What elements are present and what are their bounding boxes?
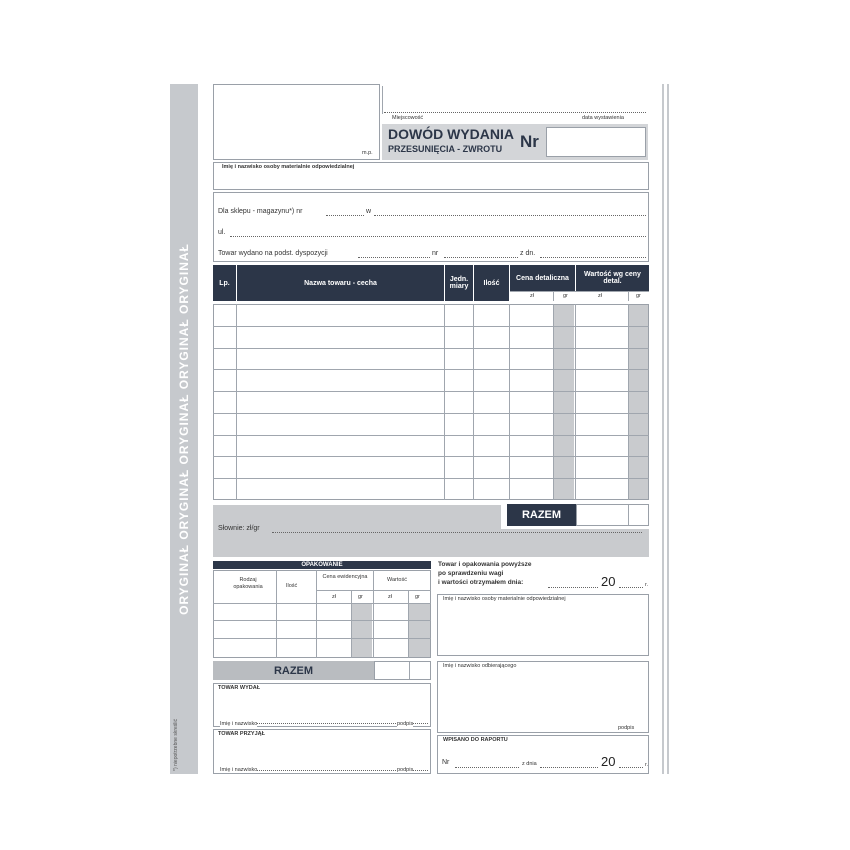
street-label: ul. bbox=[218, 229, 226, 236]
check-line-2: po sprawdzeniu wagi bbox=[438, 570, 504, 577]
shop-label: Dla sklepu - magazynu*) nr bbox=[218, 208, 303, 215]
amount-words-label: Słownie: zł/gr bbox=[218, 525, 260, 532]
packaging-row-line bbox=[213, 638, 431, 639]
received-by-label: TOWAR PRZYJĄŁ bbox=[218, 731, 265, 737]
report-date-label: z dnia bbox=[522, 761, 537, 767]
table-row-line bbox=[213, 456, 649, 457]
document-subtitle: PRZESUNIĘCIA - ZWROTU bbox=[388, 144, 503, 154]
packaging-col-line bbox=[351, 590, 352, 658]
value-gr-column bbox=[629, 305, 648, 499]
shop-place-line[interactable] bbox=[374, 215, 646, 216]
table-row-line bbox=[213, 478, 649, 479]
total-field[interactable] bbox=[576, 504, 649, 526]
place-date-line[interactable] bbox=[384, 112, 646, 113]
packaging-col-line bbox=[408, 590, 409, 658]
col-lp: Lp. bbox=[213, 265, 236, 301]
table-row-line bbox=[213, 348, 649, 349]
receipt-date-line[interactable] bbox=[548, 587, 598, 588]
pack-price-gr-column bbox=[352, 603, 372, 657]
issue-date-label: data wystawienia bbox=[582, 115, 624, 121]
report-date-line[interactable] bbox=[540, 767, 598, 768]
table-col-line bbox=[236, 304, 237, 500]
place-label: Miejscowość bbox=[392, 115, 424, 121]
issued-by-name-label: Imię i nazwisko bbox=[220, 721, 258, 727]
footnote: *) niepotrzebne skreślić bbox=[173, 719, 179, 771]
disposition-nr-line[interactable] bbox=[444, 257, 518, 258]
pack-total-field[interactable] bbox=[374, 661, 431, 680]
recipient-sign-label: podpis bbox=[618, 725, 635, 731]
mp-label: m.p. bbox=[362, 150, 373, 156]
packaging-col-line bbox=[373, 570, 374, 658]
recipient-box[interactable] bbox=[437, 661, 649, 733]
disposition-date-label: z dn. bbox=[520, 250, 536, 257]
pack-price-gr: gr bbox=[358, 594, 363, 600]
table-col-line bbox=[473, 304, 474, 500]
packaging-col-line bbox=[276, 570, 277, 658]
number-label: Nr bbox=[520, 132, 539, 151]
price-gr-column bbox=[554, 305, 574, 499]
packaging-row-line bbox=[213, 620, 431, 621]
check-line-3: i wartości otrzymałem dnia: bbox=[438, 579, 524, 586]
disposition-date-line[interactable] bbox=[540, 257, 646, 258]
original-strip-text: ORYGINAŁ ORYGINAŁ ORYGINAŁ ORYGINAŁ ORYGINAŁ bbox=[177, 243, 191, 615]
table-col-line bbox=[444, 304, 445, 500]
street-line[interactable] bbox=[230, 236, 646, 237]
responsible-person-box[interactable] bbox=[437, 594, 649, 656]
value-gr: gr bbox=[636, 293, 641, 299]
table-row-line bbox=[213, 391, 649, 392]
amount-words-line[interactable] bbox=[272, 532, 642, 533]
col-price: Cena detaliczna bbox=[510, 265, 575, 291]
col-qty: Ilość bbox=[474, 265, 509, 301]
disposition-label: Towar wydano na podst. dyspozycji bbox=[218, 250, 328, 257]
report-year-r: r. bbox=[645, 762, 649, 768]
issued-by-label: TOWAR WYDAŁ bbox=[218, 685, 261, 691]
issued-by-sign-label: podpis bbox=[397, 721, 414, 727]
right-edge-line bbox=[662, 84, 664, 774]
amount-words-box-ext bbox=[501, 529, 649, 557]
total-label: RAZEM bbox=[507, 504, 576, 526]
col-value: Wartość wg ceny detal. bbox=[576, 265, 649, 291]
report-nr-label: Nr bbox=[442, 759, 450, 766]
pack-value-gr-column bbox=[409, 603, 430, 657]
pack-value-gr: gr bbox=[415, 594, 420, 600]
receipt-year: 20 bbox=[601, 574, 616, 589]
recipient-label: Imię i nazwisko odbierającego bbox=[443, 663, 517, 669]
check-line-1: Towar i opakowania powyższe bbox=[438, 561, 532, 568]
col-unit: Jedn. miary bbox=[445, 265, 473, 301]
pack-price-zl: zł bbox=[332, 594, 336, 600]
table-col-line bbox=[509, 304, 510, 500]
table-col-line bbox=[575, 304, 576, 500]
packaging-title: OPAKOWANIE bbox=[213, 561, 431, 569]
disposition-line[interactable] bbox=[358, 257, 430, 258]
pack-col-price: Cena ewidencyjna bbox=[322, 574, 368, 580]
value-zl: zł bbox=[598, 293, 602, 299]
document-title: DOWÓD WYDANIA bbox=[388, 126, 514, 142]
price-zl: zł bbox=[530, 293, 534, 299]
table-row-line bbox=[213, 369, 649, 370]
receipt-year-r: r. bbox=[645, 582, 649, 588]
price-gr: gr bbox=[563, 293, 568, 299]
table-col-line bbox=[628, 304, 629, 500]
stamp-box bbox=[213, 84, 380, 160]
report-year: 20 bbox=[601, 754, 616, 769]
received-by-name-label: Imię i nazwisko bbox=[220, 767, 258, 773]
right-edge-line-2 bbox=[667, 84, 669, 774]
report-nr-line[interactable] bbox=[455, 767, 519, 768]
shop-number-line[interactable] bbox=[326, 215, 364, 216]
table-col-line bbox=[553, 304, 554, 500]
table-row-line bbox=[213, 413, 649, 414]
items-table[interactable] bbox=[213, 304, 649, 500]
pack-col-type: Rodzaj opakowania bbox=[233, 577, 263, 590]
packaging-row-line bbox=[213, 603, 431, 604]
report-label: WPISANO DO RAPORTU bbox=[443, 737, 508, 743]
pack-value-zl: zł bbox=[388, 594, 392, 600]
table-row-line bbox=[213, 435, 649, 436]
responsible-person-label: Imię i nazwisko osoby materialnie odpowiedzialnej bbox=[443, 596, 566, 602]
pack-col-value: Wartość bbox=[387, 577, 407, 583]
disposition-nr-label: nr bbox=[432, 250, 439, 257]
w-label: w bbox=[366, 208, 372, 215]
col-name: Nazwa towaru - cecha bbox=[237, 265, 444, 301]
document-number-field[interactable] bbox=[546, 127, 646, 157]
pack-total-label: RAZEM bbox=[273, 664, 314, 677]
received-by-sign-label: podpis bbox=[397, 767, 414, 773]
table-row-line bbox=[213, 326, 649, 327]
packaging-col-line bbox=[316, 570, 317, 658]
pack-col-qty: Ilość bbox=[286, 583, 298, 589]
person-label: Imię i nazwisko osoby materialnie odpowiedzialnej bbox=[222, 164, 355, 170]
